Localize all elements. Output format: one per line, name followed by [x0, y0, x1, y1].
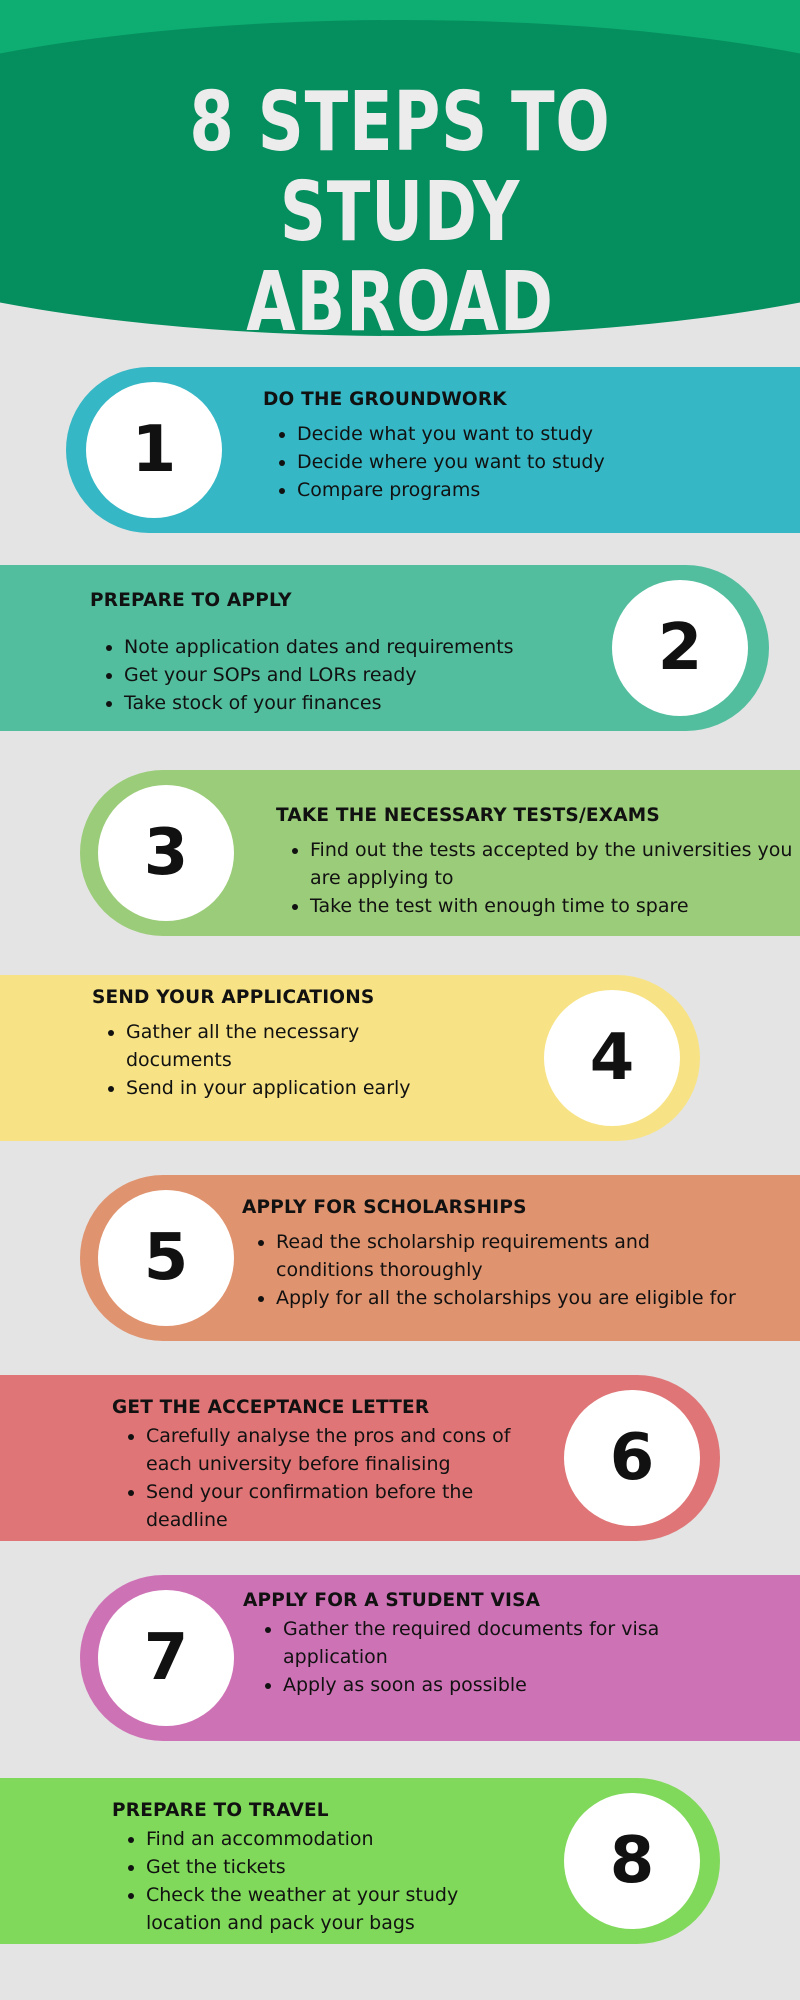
- step-2: [0, 565, 800, 731]
- step-5-content: [242, 1197, 798, 1312]
- step-3-heading: TAKE THE NECESSARY TESTS/EXAMS: [276, 805, 660, 826]
- title-line-2: ABROAD: [246, 255, 554, 340]
- header-banner: [0, 0, 800, 340]
- step-4-heading: SEND YOUR APPLICATIONS: [92, 987, 375, 1008]
- step-4-content: [92, 987, 512, 1102]
- step-5: [0, 1175, 800, 1341]
- step-5-bullets: [242, 1228, 798, 1312]
- step-6-heading: GET THE ACCEPTANCE LETTER: [112, 1397, 430, 1418]
- step-1-bullets: [263, 420, 793, 504]
- step-8-bullet: • Check the weather at your study location and pack your bags: [146, 1881, 516, 1937]
- step-3-bullet: • Take the test with enough time to spare: [310, 892, 800, 920]
- step-4-bullet: • Gather all the necessary documents: [126, 1018, 426, 1074]
- step-2-bullet: • Take stock of your finances: [124, 689, 600, 717]
- step-2-heading: PREPARE TO APPLY: [90, 590, 292, 611]
- step-7-heading: APPLY FOR A STUDENT VISA: [243, 1590, 541, 1611]
- step-8-bullets: [112, 1825, 552, 1937]
- step-2-number-circle: 2: [612, 580, 748, 716]
- step-2-bullets: [90, 633, 600, 717]
- step-6-bullets: [112, 1422, 552, 1534]
- step-2-bullet: • Note application dates and requirements: [124, 633, 600, 661]
- step-8-content: [112, 1800, 552, 1937]
- step-5-bullet: • Read the scholarship requirements and conditions thoroughly: [276, 1228, 706, 1284]
- step-4-bullet: • Send in your application early: [126, 1074, 426, 1102]
- step-5-heading: APPLY FOR SCHOLARSHIPS: [242, 1197, 527, 1218]
- step-7-bullets: [243, 1615, 763, 1699]
- step-6-bullet: • Carefully analyse the pros and cons of each university before finalising: [146, 1422, 552, 1478]
- step-2-bullet: • Get your SOPs and LORs ready: [124, 661, 600, 689]
- step-1-bullet: • Decide where you want to study: [297, 448, 793, 476]
- step-7-bullet: • Apply as soon as possible: [283, 1671, 763, 1699]
- step-6-bullet: • Send your confirmation before the deadline: [146, 1478, 516, 1534]
- step-7: [0, 1575, 800, 1741]
- step-3-bullets: [276, 836, 800, 920]
- step-3-number-circle: 3: [98, 785, 234, 921]
- step-1-bullet: • Decide what you want to study: [297, 420, 793, 448]
- step-1-number-circle: 1: [86, 382, 222, 518]
- step-1-heading: DO THE GROUNDWORK: [263, 389, 507, 410]
- step-8-heading: PREPARE TO TRAVEL: [112, 1800, 329, 1821]
- step-6-content: [112, 1397, 552, 1534]
- step-2-content: [90, 590, 600, 717]
- step-1-bullet: • Compare programs: [297, 476, 793, 504]
- step-7-bullet: • Gather the required documents for visa application: [283, 1615, 723, 1671]
- step-3-content: [276, 805, 800, 920]
- step-5-bullet: • Apply for all the scholarships you are eligible for: [276, 1284, 798, 1312]
- step-3: [0, 770, 800, 936]
- step-8-number-circle: 8: [564, 1793, 700, 1929]
- step-4-bullets: [92, 1018, 426, 1102]
- step-8-bullet: • Get the tickets: [146, 1853, 552, 1881]
- step-4-number-circle: 4: [544, 990, 680, 1126]
- step-4: [0, 975, 800, 1141]
- step-8: [0, 1778, 800, 1944]
- title-line-1: 8 STEPS TO STUDY: [189, 75, 611, 260]
- step-8-bullet: • Find an accommodation: [146, 1825, 552, 1853]
- step-1-content: [263, 389, 793, 504]
- step-6: [0, 1375, 800, 1541]
- step-5-number-circle: 5: [98, 1190, 234, 1326]
- page-title: [88, 75, 712, 340]
- step-1: [0, 367, 800, 533]
- step-6-number-circle: 6: [564, 1390, 700, 1526]
- step-3-bullet: • Find out the tests accepted by the universities you are applying to: [310, 836, 800, 892]
- step-7-number-circle: 7: [98, 1590, 234, 1726]
- step-7-content: [243, 1590, 763, 1699]
